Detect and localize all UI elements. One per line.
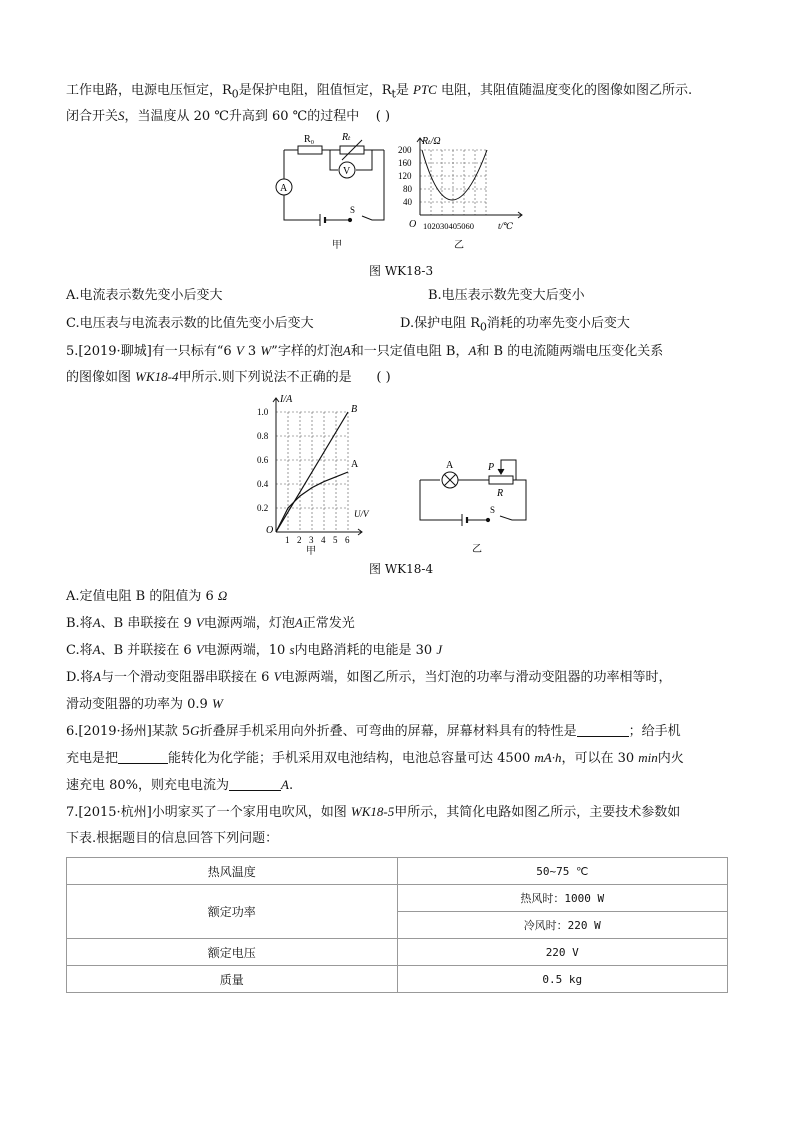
graph-jia <box>257 394 370 557</box>
option-text: A.定值电阻 B 的阻值为 6 <box>66 589 218 604</box>
q5-text: 和一只定值电阻 B， <box>350 344 469 359</box>
table-cell: 额定电压 <box>67 939 398 966</box>
option-text: C.将 <box>66 643 93 658</box>
answer-blank[interactable] <box>577 722 629 737</box>
unit: A <box>281 777 289 792</box>
table-row <box>67 885 728 912</box>
ammeter-label: A <box>280 183 288 194</box>
intro-line-1 <box>66 80 692 105</box>
symbol: A <box>93 669 102 684</box>
q4-option-d <box>400 314 630 338</box>
unit: W <box>211 696 223 711</box>
intro-line-2 <box>66 106 390 127</box>
table-cell: 质量 <box>67 966 398 993</box>
series-a-label: A <box>351 459 359 470</box>
unit: s <box>289 642 295 657</box>
y-tick: 200 <box>398 145 412 155</box>
series-b-label: B <box>351 404 358 415</box>
figure-ref: WK18-4 <box>135 369 179 384</box>
unit: W <box>260 343 272 358</box>
origin-label: O <box>266 525 274 536</box>
option-text: B.将 <box>66 616 93 631</box>
x-axis-label: U/V <box>354 509 369 519</box>
q5-line-1 <box>66 341 663 362</box>
origin-label: O <box>409 219 417 230</box>
unit: V <box>273 669 282 684</box>
q4-option-a: A.电流表示数先变小后变大 <box>66 288 223 303</box>
x-tick: 4 <box>321 535 326 545</box>
q5-text: ”字样的灯泡 <box>271 344 343 359</box>
q5-text: 甲所示.则下列说法不正确的是 <box>178 370 352 385</box>
slider-label: P <box>488 462 495 473</box>
option-text: 电源两端，10 <box>203 643 290 658</box>
table-cell: 热风时：1000 W <box>397 885 728 912</box>
switch-label: S <box>350 205 356 215</box>
q6-line-2 <box>66 748 684 769</box>
intro-text: 是 <box>395 83 409 98</box>
subscript: 0 <box>231 87 239 101</box>
intro-text: 工作电路，电源电压恒定，R <box>66 83 232 98</box>
rheostat <box>489 476 513 484</box>
q5-text: 5.[2019·聊城]有一只标有“6 <box>66 344 236 359</box>
figure-wk18-3 <box>270 130 530 255</box>
q4-option-c: C.电压表与电流表示数的比值先变小后变大 <box>66 316 314 331</box>
answer-paren: ( ) <box>375 109 391 124</box>
q5-option-b <box>66 613 355 634</box>
y-axis-label: I/A <box>280 394 293 405</box>
unit: Ω <box>217 588 228 603</box>
y-tick: 0.2 <box>257 503 269 513</box>
q6-line-3 <box>66 775 293 796</box>
y-tick: 80 <box>403 184 412 194</box>
q5-text: 的图像如图 <box>66 370 136 385</box>
unit: mA·h <box>534 750 562 765</box>
answer-paren: ( ) <box>376 370 391 385</box>
x-tick: 1 <box>285 535 290 545</box>
x-tick: 5 <box>333 535 338 545</box>
unit: J <box>436 642 443 657</box>
switch-symbol: S <box>118 108 125 123</box>
q6-text: 能转化为化学能；手机采用双电池结构，电池总容量可达 4500 <box>168 751 535 766</box>
q6-text: ，可以在 30 <box>561 751 639 766</box>
q5-option-c <box>66 640 442 661</box>
option-text: 内电路消耗的电能是 30 <box>294 643 437 658</box>
q5-option-d-line2 <box>66 694 223 715</box>
r0-label: R₀ <box>304 134 315 145</box>
figure-wk18-4 <box>250 392 540 557</box>
graph-label-jia: 甲 <box>306 546 316 557</box>
x-axis-label: t/℃ <box>498 221 514 231</box>
table-cell: 50~75 ℃ <box>397 858 728 885</box>
q6-text: 充电是把 <box>66 751 119 766</box>
x-tick: 2 <box>297 535 302 545</box>
intro-text: 是保护电阻，阻值恒定，R <box>238 83 392 98</box>
q5-option-a <box>66 586 227 607</box>
graph-yi <box>398 136 522 251</box>
q6-text: 6.[2019·扬州]某款 5 <box>66 724 191 739</box>
answer-blank[interactable] <box>229 776 281 791</box>
q6-text: ；给手机 <box>628 724 681 739</box>
ptc-term: PTC <box>413 82 437 97</box>
rt-label: Rₜ <box>342 132 351 143</box>
q5-option-d <box>66 667 672 688</box>
option-text: 电源两端，灯泡 <box>203 616 295 631</box>
x-tick: 3 <box>309 535 314 545</box>
option-text: 电源两端，如图乙所示，当灯泡的功率与滑动变阻器的功率相等时， <box>281 670 672 685</box>
intro-text: ，当温度从 20 ℃升高到 60 ℃的过程中 <box>124 109 360 124</box>
intro-text: 电阻，其阻值随温度变化的图像如图乙所示. <box>440 83 693 98</box>
y-tick: 0.8 <box>257 431 269 441</box>
symbol: A <box>342 343 351 358</box>
option-text: 滑动变阻器的功率为 0.9 <box>66 697 212 712</box>
x-ticks: 102030405060 <box>423 221 474 231</box>
y-tick: 120 <box>398 171 412 181</box>
q7-text: 甲所示，其简化电路如图乙所示，主要技术参数如 <box>394 805 681 820</box>
q5-line-2 <box>66 367 391 388</box>
table-cell: 冷风时：220 W <box>397 912 728 939</box>
unit: V <box>195 615 204 630</box>
subscript: t <box>391 87 396 101</box>
q6-text: 速充电 80%，则充电电流为 <box>66 778 230 793</box>
symbol: A <box>468 343 477 358</box>
symbol: A <box>92 642 101 657</box>
spec-table <box>66 857 728 993</box>
symbol: G <box>190 723 200 738</box>
voltmeter-label: V <box>343 166 351 177</box>
q6-text: 折叠屏手机采用向外折叠、可弯曲的屏幕，屏幕材料具有的特性是 <box>199 724 577 739</box>
y-tick: 0.6 <box>257 455 269 465</box>
circuit-jia <box>276 140 384 226</box>
circuit-yi <box>420 460 526 526</box>
figure-ref: WK18-5 <box>350 804 395 819</box>
figure-caption: 图 WK18-4 <box>369 562 434 576</box>
q5-text: 和 B 的电流随两端电压变化关系 <box>476 344 664 359</box>
q6-line-1 <box>66 721 681 742</box>
answer-blank[interactable] <box>118 749 168 764</box>
table-cell: 220 V <box>397 939 728 966</box>
option-text: 消耗的功率先变小后变大 <box>486 316 630 331</box>
table-cell: 0.5 kg <box>397 966 728 993</box>
switch-label: S <box>490 505 496 515</box>
unit: V <box>195 642 204 657</box>
circuit-label-jia: 甲 <box>332 240 342 251</box>
option-text: D.保护电阻 R <box>400 316 481 331</box>
symbol: A <box>294 615 303 630</box>
unit: V <box>235 343 244 358</box>
unit: min <box>638 750 658 765</box>
figure-caption: 图 WK18-3 <box>369 264 434 278</box>
option-text: 与一个滑动变阻器串联接在 6 <box>101 670 274 685</box>
table-row <box>67 858 728 885</box>
table-row <box>67 939 728 966</box>
table-cell: 热风温度 <box>67 858 398 885</box>
intro-text: 闭合开关 <box>66 109 119 124</box>
y-axis-label: Rₜ/Ω <box>422 136 441 147</box>
table-row <box>67 966 728 993</box>
option-text: 正常发光 <box>302 616 355 631</box>
y-tick: 40 <box>403 197 412 207</box>
rheostat-label: R <box>497 488 504 499</box>
option-text: 、B 并联接在 6 <box>100 643 196 658</box>
q7-text: 7.[2015·杭州]小明家买了一个家用电吹风，如图 <box>66 805 351 820</box>
table-cell: 额定功率 <box>67 885 398 939</box>
y-tick: 1.0 <box>257 407 269 417</box>
q6-text: 内火 <box>657 751 684 766</box>
subscript: 0 <box>480 320 487 334</box>
r0-resistor <box>298 146 322 154</box>
lamp-label: A <box>446 460 454 471</box>
q7-line-2: 下表.根据题目的信息回答下列问题： <box>66 831 279 846</box>
y-tick: 160 <box>398 158 412 168</box>
graph-label-yi: 乙 <box>454 240 464 251</box>
circuit-label-yi: 乙 <box>472 544 482 555</box>
option-text: D.将 <box>66 670 94 685</box>
option-text: 、B 串联接在 9 <box>100 616 196 631</box>
y-tick: 0.4 <box>257 479 269 489</box>
q5-text: 3 <box>243 344 261 359</box>
q4-option-b: B.电压表示数先变大后变小 <box>428 288 585 303</box>
variable-arrow <box>342 140 362 160</box>
symbol: A <box>92 615 101 630</box>
q6-text: . <box>288 778 294 793</box>
rt-curve <box>422 150 487 200</box>
x-tick: 6 <box>345 535 350 545</box>
q7-line-1 <box>66 802 680 823</box>
